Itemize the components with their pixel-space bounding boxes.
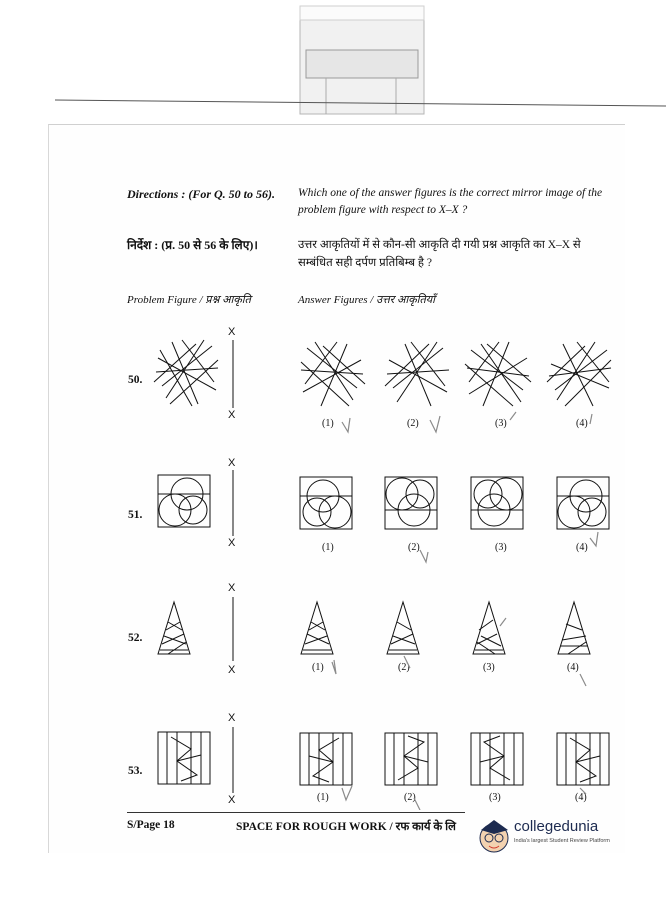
q53-option-1-label[interactable]: (1) [317,792,329,803]
mascot-icon [478,816,512,856]
mirror-axis-bottom-label: X [228,794,236,806]
back-sheet-edge [55,94,666,114]
q50-option-2-label[interactable]: (2) [407,418,419,429]
q52-option-2-label[interactable]: (2) [398,662,410,673]
page-number: S/Page 18 [127,819,175,831]
mirror-axis-line [232,470,234,536]
q52-option-4-label[interactable]: (4) [567,662,579,673]
question-number-53: 53. [128,765,143,777]
pencil-tick-marks [290,410,620,810]
mirror-axis-top-label: X [228,582,236,594]
footer-rule [127,812,465,813]
q53-option-4-label[interactable]: (4) [575,792,587,803]
mirror-axis-top-label: X [228,326,236,338]
rough-work-label: SPACE FOR ROUGH WORK / रफ कार्य के लि [236,821,456,833]
question-number-51: 51. [128,509,143,521]
q51-option-1-label[interactable]: (1) [322,542,334,553]
q50-option-4-label[interactable]: (4) [576,418,588,429]
q52-problem-figure [156,600,192,656]
q51-option-4-label[interactable]: (4) [576,542,588,553]
mirror-axis-line [232,340,234,408]
mirror-axis-bottom-label: X [228,409,236,421]
collegedunia-logo [478,816,628,856]
q53-problem-figure [157,731,211,785]
mirror-axis-top-label: X [228,457,236,469]
logo-wordmark: collegedunia [514,818,599,835]
q51-problem-figure [157,474,211,528]
q50-option-3-label[interactable]: (3) [495,418,507,429]
q50-answer-figure-4 [545,340,615,408]
question-number-50: 50. [128,374,143,386]
mirror-axis-top-label: X [228,712,236,724]
q50-answer-figure-3 [463,340,533,408]
q50-answer-figure-1 [297,340,367,408]
directions-text-hindi: उत्तर आकृतियों में से कौन-सी आकृति दी गयी प्रश्न आकृति का X–X से सम्बंधित सही दर्पण प्रतिबिम्ब है ? [298,239,581,269]
answer-figures-heading: Answer Figures / उत्तर आकृतियाँ [298,294,436,306]
q52-option-3-label[interactable]: (3) [483,662,495,673]
mirror-axis-line [232,727,234,793]
directions-label: Directions : (For Q. 50 to 56). [127,187,275,201]
q53-option-3-label[interactable]: (3) [489,792,501,803]
mirror-axis-line [232,597,234,661]
directions-text: Which one of the answer figures is the correct mirror image of the problem figure with respect to X–X ? [298,187,603,216]
q50-answer-figure-2 [383,340,453,408]
q52-option-1-label[interactable]: (1) [312,662,324,673]
directions-label-hindi: निर्देश : (प्र. 50 से 56 के लिए)। [127,238,258,252]
mirror-axis-bottom-label: X [228,537,236,549]
q53-option-2-label[interactable]: (2) [404,792,416,803]
mirror-axis-bottom-label: X [228,664,236,676]
q51-option-2-label[interactable]: (2) [408,542,420,553]
problem-figure-heading: Problem Figure / प्रश्न आकृति [127,294,251,306]
q50-problem-figure [152,338,222,408]
question-number-52: 52. [128,632,143,644]
q50-option-1-label[interactable]: (1) [322,418,334,429]
logo-tagline: India's largest Student Review Platform [514,838,610,844]
q51-option-3-label[interactable]: (3) [495,542,507,553]
